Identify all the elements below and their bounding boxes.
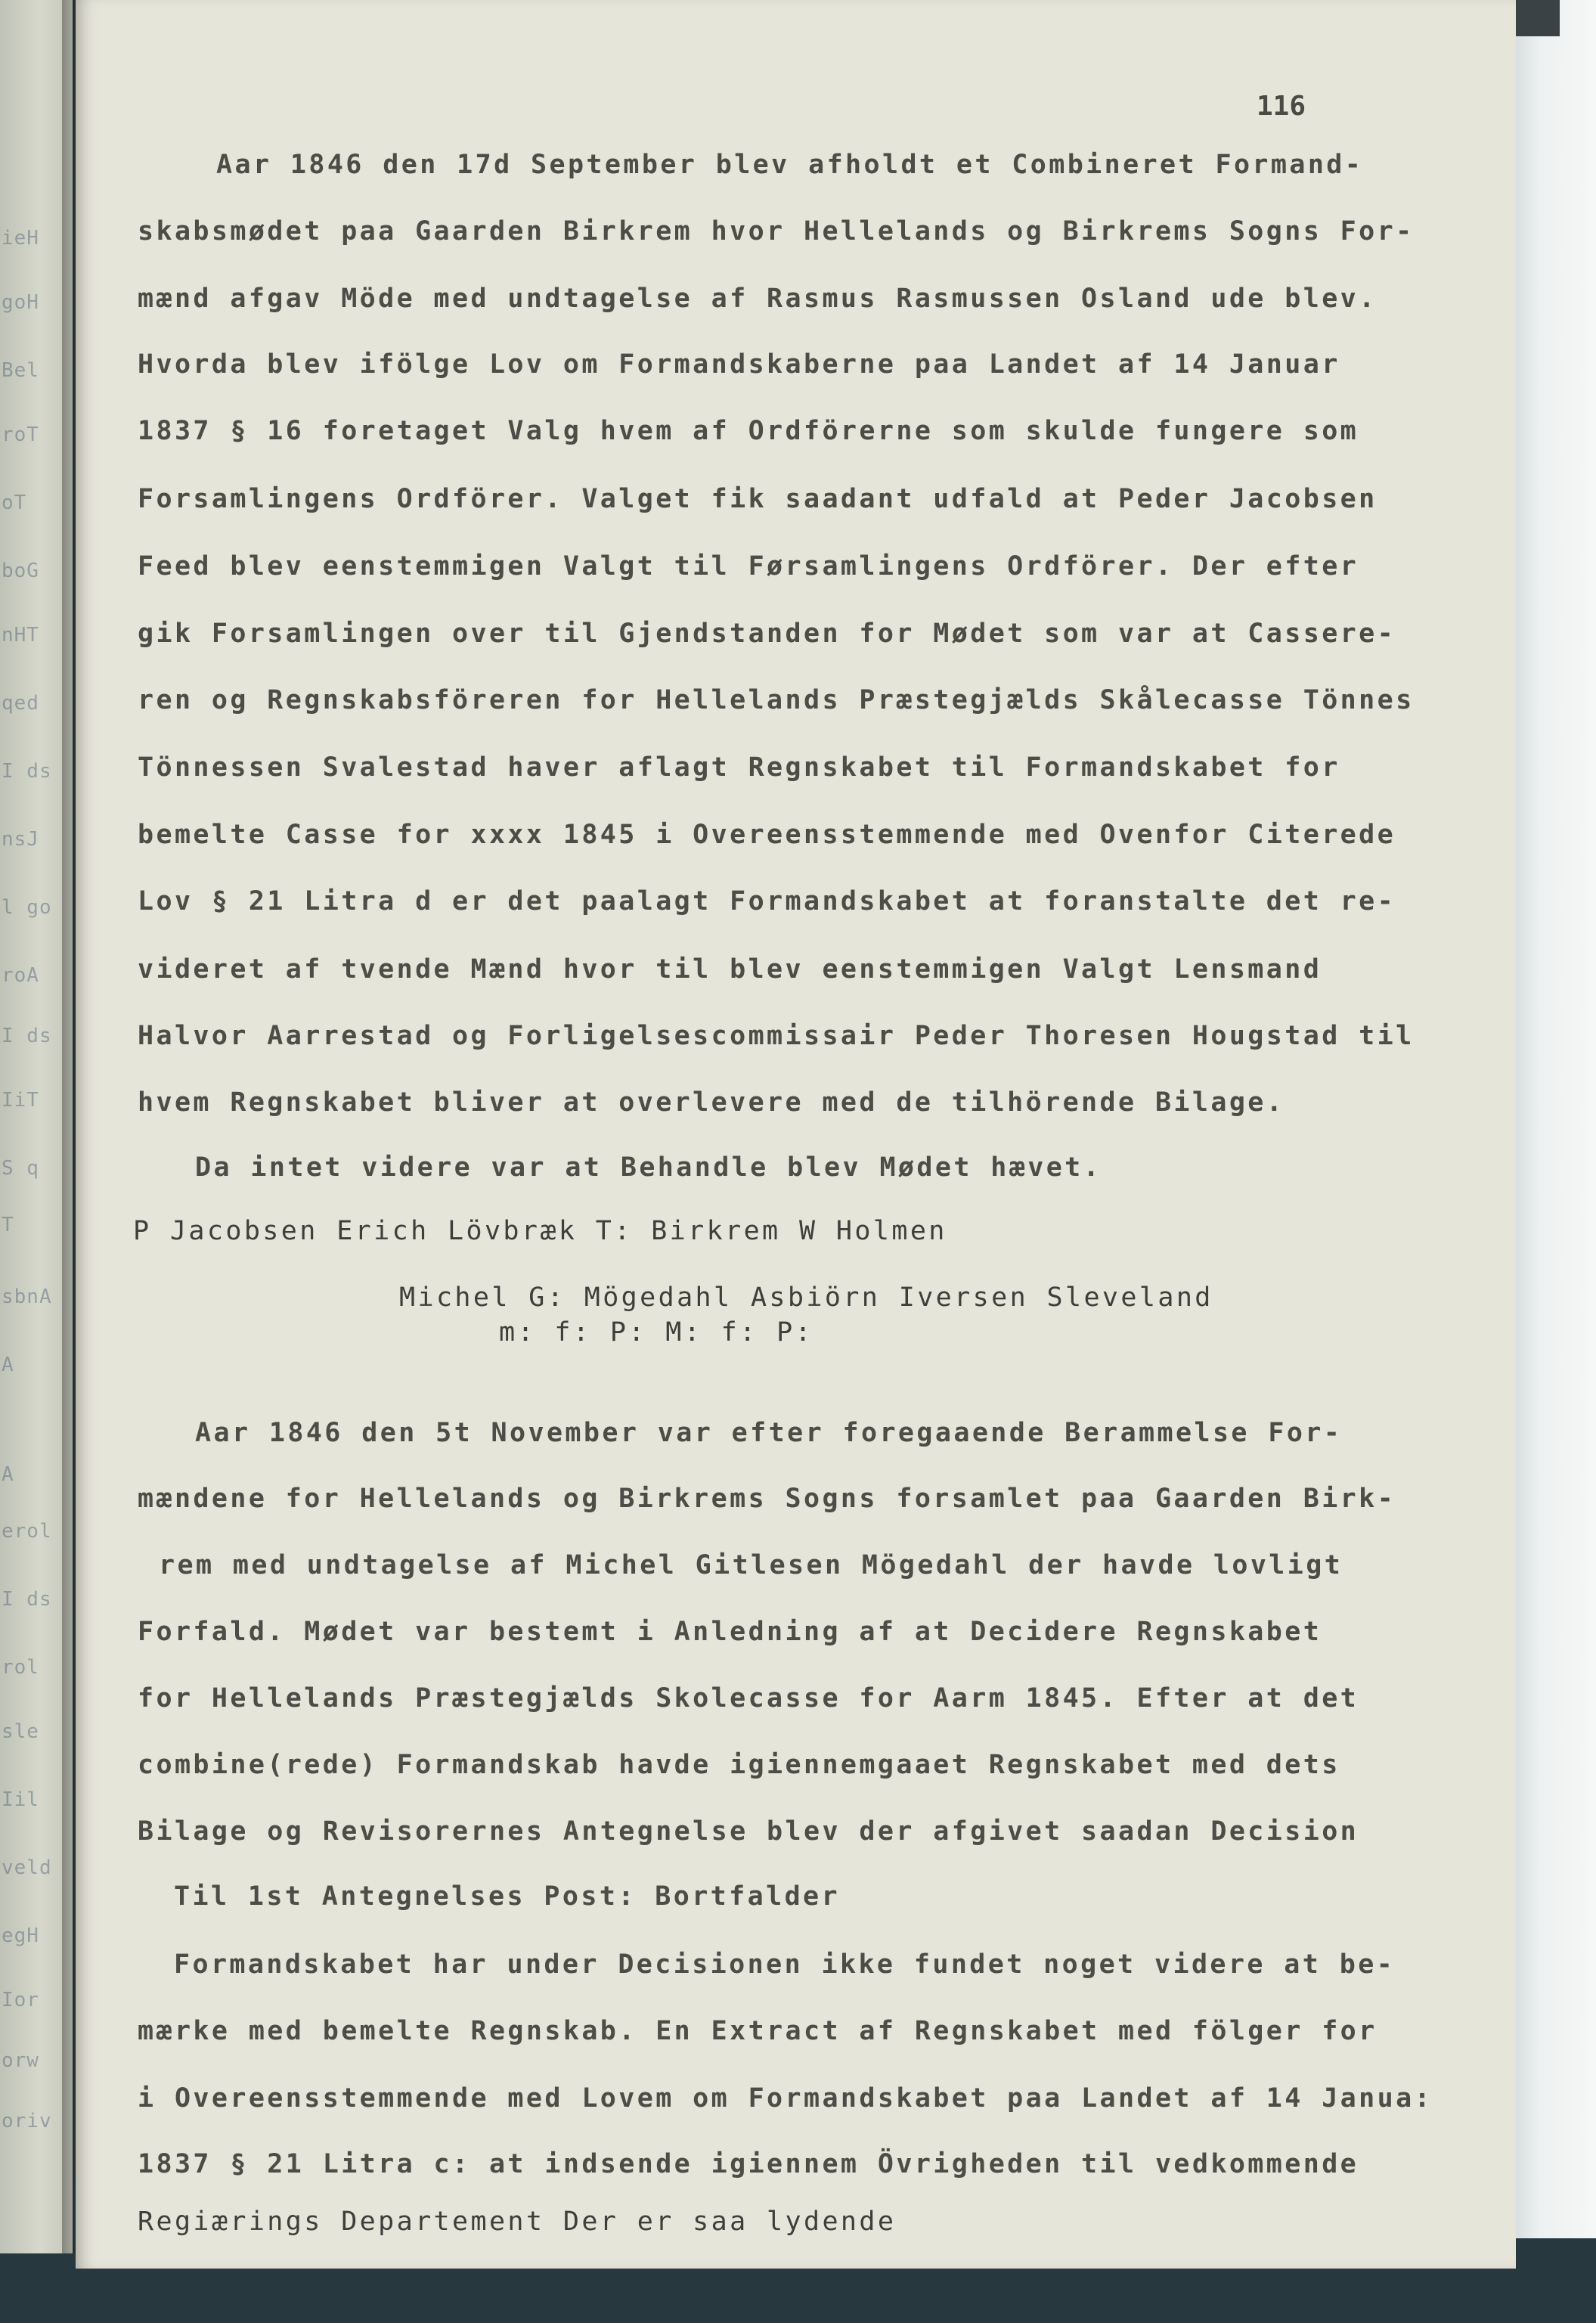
text-line: combine(rede) Formandskab havde igiennemgaaet Regnskabet med dets: [138, 1750, 1340, 1780]
margin-fragment: A: [2, 1354, 14, 1376]
margin-fragment: Iil: [2, 1788, 39, 1811]
text-line: gik Forsamlingen over til Gjendstanden for Mødet som var at Cassere-: [138, 619, 1396, 649]
text-line: Forfald. Mødet var bestemt i Anledning af at Decidere Regnskabet: [138, 1617, 1322, 1647]
margin-fragment: A: [2, 1463, 14, 1486]
margin-fragment: boG: [2, 560, 39, 582]
text-line: videret af tvende Mænd hvor til blev eenstemmigen Valgt Lensmand: [138, 954, 1322, 985]
margin-fragment: qed: [2, 692, 39, 715]
page-number: 116: [1257, 91, 1306, 122]
margin-fragment: nsJ: [2, 828, 39, 851]
text-line: for Hellelands Præstegjælds Skolecasse for Aarm 1845. Efter at det: [138, 1683, 1359, 1714]
margin-fragment: erol: [2, 1520, 52, 1543]
margin-fragment: veld: [2, 1856, 52, 1879]
signature-line: Michel G: Mögedahl Asbiörn Iversen Sleveland: [399, 1282, 1213, 1313]
margin-fragment: T: [2, 1214, 14, 1236]
margin-fragment: orw: [2, 2049, 39, 2072]
margin-fragment: Ior: [2, 1989, 39, 2011]
text-line: Til 1st Antegnelses Post: Bortfalder: [174, 1881, 840, 1912]
text-line: hvem Regnskabet bliver at overlevere med de tilhörende Bilage.: [138, 1087, 1285, 1118]
margin-fragment: sle: [2, 1720, 39, 1743]
signature-titles: m: f: P: M: f: P:: [499, 1317, 814, 1348]
margin-fragment: I ds: [2, 1025, 52, 1047]
text-line: Hvorda blev ifölge Lov om Formandskaberne paa Landet af 14 Januar: [138, 349, 1340, 380]
text-line: skabsmødet paa Gaarden Birkrem hvor Hellelands og Birkrems Sogns For-: [138, 216, 1415, 247]
text-line: Regiærings Departement Der er saa lydende: [138, 2207, 897, 2237]
text-line: Feed blev eenstemmigen Valgt til Førsamlingens Ordförer. Der efter: [138, 551, 1359, 582]
text-line: Tönnessen Svalestad haver aflagt Regnskabet til Formandskabet for: [138, 752, 1340, 783]
text-line: i Overeensstemmende med Lovem om Formandskabet paa Landet af 14 Janua:: [138, 2083, 1433, 2114]
margin-fragment: oriv: [2, 2110, 52, 2132]
margin-fragment: egH: [2, 1924, 39, 1947]
corner-tab: [1516, 0, 1560, 36]
margin-fragment: roT: [2, 423, 39, 446]
margin-fragment: ieH: [2, 227, 39, 250]
margin-fragment: I ds: [2, 760, 52, 783]
text-line: Forsamlingens Ordförer. Valget fik saadant udfald at Peder Jacobsen: [138, 484, 1378, 514]
text-line: rem med undtagelse af Michel Gitlesen Mögedahl der havde lovligt: [159, 1550, 1343, 1580]
page-edge-right: [1516, 0, 1596, 2238]
margin-fragment: oT: [2, 492, 27, 514]
document-page: [76, 0, 1516, 2269]
text-line: ren og Regnskabsföreren for Hellelands Præstegjælds Skålecasse Tönnes: [138, 685, 1415, 715]
text-line: Bilage og Revisorernes Antegnelse blev der afgivet saadan Decision: [138, 1816, 1359, 1847]
text-line: mærke med bemelte Regnskab. En Extract af Regnskabet med fölger for: [138, 2016, 1378, 2046]
margin-fragment: sbnA: [2, 1286, 52, 1308]
text-line: Lov § 21 Litra d er det paalagt Formandskabet at foranstalte det re-: [138, 886, 1396, 916]
text-line: Halvor Aarrestad og Forligelsescommissair Peder Thoresen Hougstad til: [138, 1021, 1415, 1051]
text-line: 1837 § 16 foretaget Valg hvem af Ordförerne som skulde fungere som: [138, 416, 1359, 446]
text-line: Aar 1846 den 5t November var efter foregaaende Berammelse For-: [195, 1418, 1343, 1448]
margin-fragment: Bel: [2, 359, 39, 382]
text-line: Da intet videre var at Behandle blev Mødet hævet.: [195, 1152, 1102, 1183]
margin-fragment: S q: [2, 1157, 39, 1180]
margin-fragment: rol: [2, 1656, 39, 1679]
text-line: bemelte Casse for xxxx 1845 i Overeensstemmende med Ovenfor Citerede: [138, 820, 1396, 850]
margin-fragment: IiT: [2, 1089, 39, 1112]
text-line: mænd afgav Möde med undtagelse af Rasmus Rasmussen Osland ude blev.: [138, 284, 1378, 314]
signature-line: P Jacobsen Erich Lövbræk T: Birkrem W Holmen: [133, 1216, 947, 1246]
text-line: Aar 1846 den 17d September blev afholdt et Combineret Formand-: [216, 150, 1364, 180]
text-line: 1837 § 21 Litra c: at indsende igiennem Övrigheden til vedkommende: [138, 2149, 1359, 2179]
text-line: Formandskabet har under Decisionen ikke fundet noget videre at be-: [174, 1949, 1396, 1980]
margin-fragment: roA: [2, 964, 39, 987]
text-line: mændene for Hellelands og Birkrems Sogns forsamlet paa Gaarden Birk-: [138, 1484, 1396, 1514]
margin-fragment: I ds: [2, 1588, 52, 1611]
margin-fragment: goH: [2, 291, 39, 314]
margin-fragment: nHT: [2, 624, 39, 647]
margin-fragment: l go: [2, 896, 52, 919]
